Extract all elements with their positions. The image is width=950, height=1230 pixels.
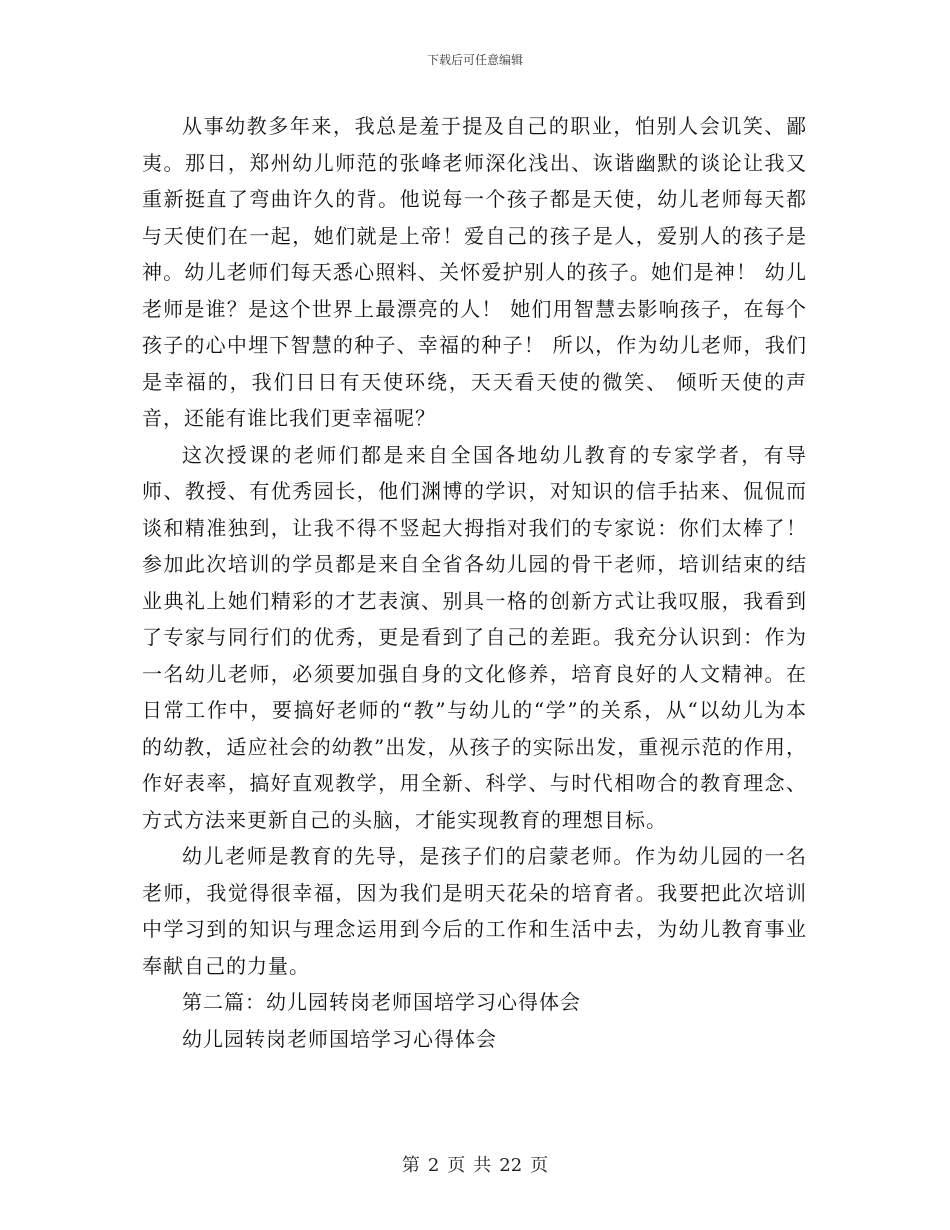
- footer-total-unit: 页: [530, 1155, 549, 1176]
- footer-total-pages: 22: [499, 1155, 523, 1176]
- page-header-note: 下载后可任意编辑: [426, 53, 523, 67]
- section-heading: 第二篇：幼儿园转岗老师国培学习心得体会: [182, 990, 581, 1014]
- section-subheading: 幼儿园转岗老师国培学习心得体会: [182, 1026, 497, 1051]
- paragraph-3: 幼儿老师是教育的先导，是孩子们的启蒙老师。作为幼儿园的一名老师，我觉得很幸福，因为我们是明天花朵的培育者。我要把此次培训中学习到的知识与理念运用到今后的工作和生活中去，为幼儿教育事业奉献自己的力量。: [142, 844, 807, 978]
- footer-page-label: 第: [401, 1155, 420, 1176]
- paragraph-2: 这次授课的老师们都是来自全国各地幼儿教育的专家学者，有导师、教授、有优秀园长，他们渊博的学识，对知识的信手拈来、侃侃而谈和精准独到，让我不得不竖起大拇指对我们的专家说：你们太棒了！ 参加此次培训的学员都是来自全省各幼儿园的骨干老师，培训结束的结业典礼上她们精彩的才艺表演、别具一格的创新方式让我叹服，我看到了专家与同行们的优秀，更是看到了自己的差距。我充分认识到：作为一名幼儿老师，必须要加强自身的文化修养，培育良好的人文精神。在日常工作中，要搞好老师的“教”与幼儿的“学”的关系，从“以幼儿为本的幼教，适应社会的幼教”出发，从孩子的实际出发，重视示范的作用，作好表率，搞好直观教学，用全新、科学、与时代相吻合的教育理念、方式方法来更新自己的头脑，才能实现教育的理想目标。: [142, 442, 807, 832]
- page-footer: [0, 1154, 950, 1178]
- footer-page-number: 2: [427, 1155, 440, 1176]
- footer-total-label: 共: [473, 1155, 492, 1176]
- footer-page-unit: 页: [447, 1155, 466, 1176]
- paragraph-1: 从事幼教多年来，我总是羞于提及自己的职业，怕别人会讥笑、鄙夷。那日，郑州幼儿师范的张峰老师深化浅出、诙谐幽默的谈论让我又重新挺直了弯曲许久的背。他说每一个孩子都是天使，幼儿老师每天都与天使们在一起，她们就是上帝！爱自己的孩子是人，爱别人的孩子是神。幼儿老师们每天悉心照料、关怀爱护别人的孩子。她们是神！ 幼儿老师是谁？是这个世界上最漂亮的人！ 她们用智慧去影响孩子，在每个孩子的心中埋下智慧的种子、幸福的种子！ 所以，作为幼儿老师，我们是幸福的，我们日日有天使环绕，天天看天使的微笑、 倾听天使的声音，还能有谁比我们更幸福呢？: [142, 114, 807, 430]
- document-body: [142, 108, 807, 1057]
